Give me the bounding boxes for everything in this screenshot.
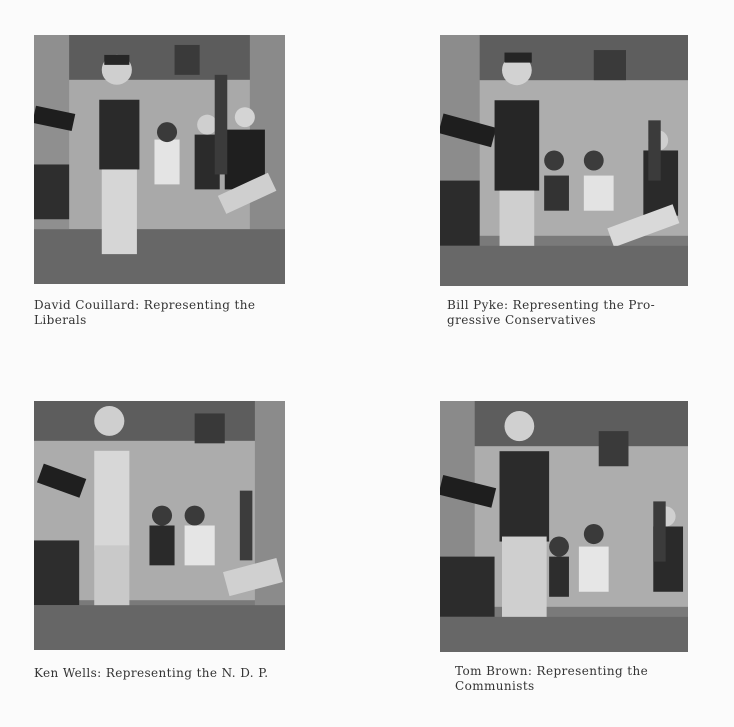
photo-image — [440, 35, 688, 286]
photo-image — [34, 35, 285, 284]
photo-image — [34, 401, 285, 650]
caption-ken-wells: Ken Wells: Representing the N. D. P. — [34, 666, 269, 680]
photo-ken-wells — [34, 401, 285, 650]
photo-image — [440, 401, 688, 652]
photo-tom-brown — [440, 401, 688, 652]
photo-david-couillard — [34, 35, 285, 284]
caption-tom-brown: Tom Brown: Representing the Communists — [455, 664, 649, 693]
caption-bill-pyke: Bill Pyke: Representing the Pro- gressive Conservatives — [447, 298, 656, 327]
caption-david-couillard: David Couillard: Representing the Liberals — [34, 298, 256, 327]
photo-bill-pyke — [440, 35, 688, 286]
